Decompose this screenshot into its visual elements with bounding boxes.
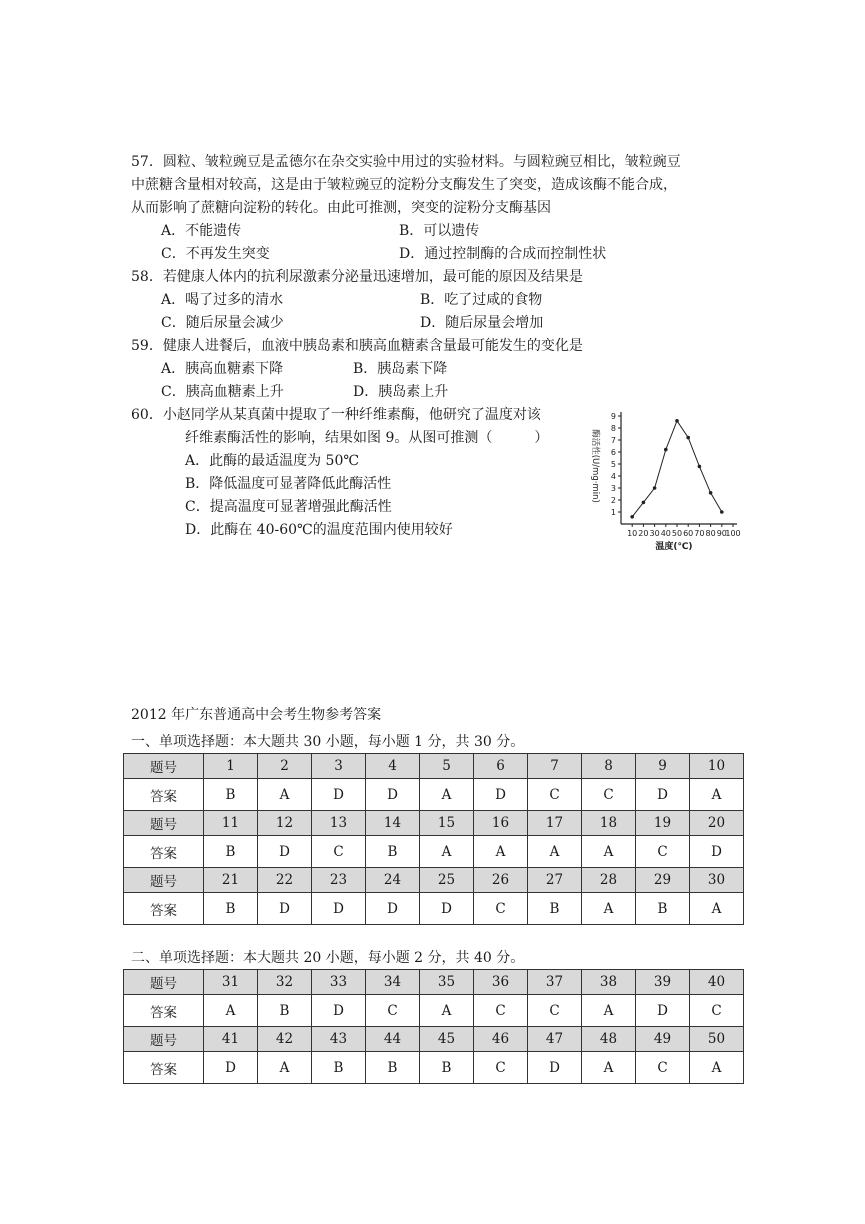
q60-option-d: D．此酶在 40-60℃的温度范围内使用较好 — [185, 522, 453, 538]
table-cell: 9 — [636, 754, 690, 779]
table-cell: C — [636, 836, 690, 868]
table-cell: C — [474, 893, 528, 925]
answer-row — [124, 893, 744, 925]
table-cell: 6 — [474, 754, 528, 779]
chart-y-ticks — [611, 412, 621, 517]
table-cell: A — [582, 836, 636, 868]
table-cell: C — [312, 836, 366, 868]
table-cell: 50 — [690, 1027, 744, 1052]
series-line — [632, 421, 722, 517]
table-cell: D — [636, 995, 690, 1027]
table-cell: 2 — [258, 754, 312, 779]
table-cell: B — [204, 779, 258, 811]
answer-row — [124, 1052, 744, 1084]
table-cell: D — [312, 779, 366, 811]
table-cell: A — [204, 995, 258, 1027]
enzyme-activity-chart — [576, 404, 746, 556]
table-cell: 27 — [528, 868, 582, 893]
table-cell: 20 — [690, 811, 744, 836]
q57-option-a: A．不能遗传 — [161, 223, 242, 239]
table-cell: A — [582, 1052, 636, 1084]
table-cell: A — [420, 836, 474, 868]
table-cell: 47 — [528, 1027, 582, 1052]
table-cell: 25 — [420, 868, 474, 893]
table-cell: 19 — [636, 811, 690, 836]
table-cell: 44 — [366, 1027, 420, 1052]
table-cell: A — [582, 893, 636, 925]
answer-table-section2 — [123, 969, 744, 1084]
table-cell: 42 — [258, 1027, 312, 1052]
q58-option-c: C．随后尿量会减少 — [161, 315, 284, 331]
x-tick-label: 30 — [649, 529, 660, 538]
x-tick-label: 40 — [660, 529, 671, 538]
y-tick-label: 3 — [610, 484, 616, 493]
x-tick-label: 10 — [627, 529, 638, 538]
answer-row — [124, 995, 744, 1027]
q59-option-d: D．胰岛素上升 — [353, 384, 449, 400]
table-cell: D — [312, 893, 366, 925]
y-tick-label: 1 — [610, 508, 616, 517]
table-cell: 32 — [258, 970, 312, 995]
table-cell: A — [420, 779, 474, 811]
table-cell: 45 — [420, 1027, 474, 1052]
y-tick-label: 8 — [610, 424, 616, 433]
table-cell: A — [420, 995, 474, 1027]
table-cell: 33 — [312, 970, 366, 995]
table-cell: 4 — [366, 754, 420, 779]
table-cell: D — [366, 779, 420, 811]
q60-line-2: 纤维素酶活性的影响，结果如图 9。从图可推测（ ） — [185, 430, 549, 446]
table-cell: A — [690, 779, 744, 811]
chart-x-ticks — [627, 524, 741, 538]
q60-line-1: 60．小赵同学从某真菌中提取了一种纤维素酶，他研究了温度对该 — [131, 407, 541, 423]
table-cell: D — [474, 779, 528, 811]
table-cell: A — [582, 995, 636, 1027]
table-cell: A — [258, 1052, 312, 1084]
table-cell: 26 — [474, 868, 528, 893]
table-cell: 24 — [366, 868, 420, 893]
table-cell: 39 — [636, 970, 690, 995]
table-cell: 18 — [582, 811, 636, 836]
q59-option-b: B．胰岛素下降 — [353, 361, 448, 377]
table-cell: 23 — [312, 868, 366, 893]
row-header-cell: 题号 — [124, 868, 204, 893]
table-cell: B — [528, 893, 582, 925]
table-cell: C — [582, 779, 636, 811]
question-number-row — [124, 970, 744, 995]
y-tick-label: 4 — [610, 472, 616, 481]
table-cell: 37 — [528, 970, 582, 995]
chart-series — [630, 419, 723, 519]
table-cell: 10 — [690, 754, 744, 779]
table-cell: B — [312, 1052, 366, 1084]
table-cell: C — [366, 995, 420, 1027]
answer-row — [124, 779, 744, 811]
chart-x-axis-label: 温度(℃) — [655, 542, 693, 552]
table-cell: C — [690, 995, 744, 1027]
q57-line-2: 中蔗糖含量相对较高，这是由于皱粒豌豆的淀粉分支酶发生了突变，造成该酶不能合成， — [131, 177, 677, 193]
table-cell: B — [366, 1052, 420, 1084]
answer-row — [124, 836, 744, 868]
chart-axes — [621, 412, 737, 524]
table-cell: D — [636, 779, 690, 811]
section2-heading: 二、单项选择题：本大题共 20 小题，每小题 2 分，共 40 分。 — [131, 950, 525, 966]
q60-option-a: A．此酶的最适温度为 50℃ — [185, 453, 360, 469]
table-cell: 22 — [258, 868, 312, 893]
table-cell: 43 — [312, 1027, 366, 1052]
table-cell: 49 — [636, 1027, 690, 1052]
data-point — [698, 465, 702, 469]
question-number-row — [124, 1027, 744, 1052]
data-point — [630, 515, 634, 519]
y-tick-label: 7 — [610, 436, 616, 445]
table-cell: 46 — [474, 1027, 528, 1052]
table-cell: 31 — [204, 970, 258, 995]
chart-y-axis-label: 酶活性(U/mg·min) — [590, 429, 600, 503]
table-cell: 34 — [366, 970, 420, 995]
x-tick-label: 20 — [638, 529, 649, 538]
table-cell: 13 — [312, 811, 366, 836]
q57-line-3: 从而影响了蔗糖向淀粉的转化。由此可推测，突变的淀粉分支酶基因 — [131, 200, 551, 216]
q57-option-d: D．通过控制酶的合成而控制性状 — [399, 246, 607, 262]
section1-heading: 一、单项选择题：本大题共 30 小题，每小题 1 分，共 30 分。 — [131, 734, 525, 750]
table-cell: A — [528, 836, 582, 868]
table-cell: 29 — [636, 868, 690, 893]
table-cell: B — [258, 995, 312, 1027]
y-tick-label: 2 — [610, 496, 616, 505]
table-cell: B — [204, 836, 258, 868]
table-cell: 35 — [420, 970, 474, 995]
row-header-cell: 题号 — [124, 970, 204, 995]
table-cell: 36 — [474, 970, 528, 995]
table-cell: 17 — [528, 811, 582, 836]
data-point — [709, 491, 713, 495]
table-cell: C — [636, 1052, 690, 1084]
q59-option-c: C．胰高血糖素上升 — [161, 384, 284, 400]
table-cell: 16 — [474, 811, 528, 836]
table-cell: C — [528, 995, 582, 1027]
data-point — [653, 486, 657, 490]
table-cell: A — [690, 893, 744, 925]
y-tick-label: 9 — [610, 412, 616, 421]
q57-option-c: C．不再发生突变 — [161, 246, 270, 262]
table-cell: C — [474, 1052, 528, 1084]
data-point — [720, 510, 724, 514]
x-tick-label: 60 — [683, 529, 694, 538]
question-number-row — [124, 811, 744, 836]
q58-option-d: D．随后尿量会增加 — [420, 315, 544, 331]
table-cell: B — [420, 1052, 474, 1084]
table-cell: 5 — [420, 754, 474, 779]
q60-option-b: B．降低温度可显著降低此酶活性 — [185, 476, 392, 492]
table-cell: 40 — [690, 970, 744, 995]
data-point — [664, 448, 668, 452]
table-cell: 11 — [204, 811, 258, 836]
x-tick-label: 90 — [716, 529, 727, 538]
y-tick-label: 5 — [610, 460, 616, 469]
table-cell: D — [312, 995, 366, 1027]
table-cell: 8 — [582, 754, 636, 779]
table-cell: D — [258, 836, 312, 868]
table-cell: 28 — [582, 868, 636, 893]
table-cell: 38 — [582, 970, 636, 995]
table-cell: B — [366, 836, 420, 868]
table-cell: C — [474, 995, 528, 1027]
table-cell: D — [204, 1052, 258, 1084]
row-header-cell: 答案 — [124, 995, 204, 1027]
x-tick-label: 70 — [694, 529, 705, 538]
data-point — [642, 501, 646, 505]
data-point — [686, 436, 690, 440]
x-tick-label: 80 — [705, 529, 716, 538]
table-cell: A — [258, 779, 312, 811]
table-cell: 1 — [204, 754, 258, 779]
row-header-cell: 答案 — [124, 779, 204, 811]
table-cell: 30 — [690, 868, 744, 893]
q60-option-c: C．提高温度可显著增强此酶活性 — [185, 499, 392, 515]
answer-key-title: 2012 年广东普通高中会考生物参考答案 — [131, 707, 382, 723]
table-cell: 21 — [204, 868, 258, 893]
q58-line-1: 58．若健康人体内的抗利尿激素分泌量迅速增加，最可能的原因及结果是 — [131, 269, 583, 285]
y-tick-label: 6 — [610, 448, 616, 457]
row-header-cell: 题号 — [124, 754, 204, 779]
question-number-row — [124, 868, 744, 893]
q58-option-a: A．喝了过多的清水 — [161, 292, 284, 308]
q59-line-1: 59．健康人进餐后，血液中胰岛素和胰高血糖素含量最可能发生的变化是 — [131, 338, 583, 354]
q57-option-b: B．可以遗传 — [399, 223, 480, 239]
table-cell: 7 — [528, 754, 582, 779]
table-cell: 14 — [366, 811, 420, 836]
row-header-cell: 题号 — [124, 1027, 204, 1052]
q58-option-b: B．吃了过咸的食物 — [420, 292, 543, 308]
row-header-cell: 答案 — [124, 893, 204, 925]
table-cell: 3 — [312, 754, 366, 779]
table-cell: A — [690, 1052, 744, 1084]
data-point — [675, 419, 679, 423]
table-cell: D — [690, 836, 744, 868]
table-cell: 12 — [258, 811, 312, 836]
table-cell: D — [366, 893, 420, 925]
answer-table-section1 — [123, 753, 744, 925]
x-tick-label: 100 — [725, 529, 741, 538]
question-number-row — [124, 754, 744, 779]
table-cell: B — [636, 893, 690, 925]
table-cell: D — [420, 893, 474, 925]
table-cell: A — [474, 836, 528, 868]
row-header-cell: 题号 — [124, 811, 204, 836]
table-cell: D — [258, 893, 312, 925]
row-header-cell: 答案 — [124, 1052, 204, 1084]
q57-line-1: 57．圆粒、皱粒豌豆是孟德尔在杂交实验中用过的实验材料。与圆粒豌豆相比，皱粒豌豆 — [131, 154, 681, 170]
table-cell: C — [528, 779, 582, 811]
table-cell: 15 — [420, 811, 474, 836]
table-cell: D — [528, 1052, 582, 1084]
table-cell: 48 — [582, 1027, 636, 1052]
table-cell: 41 — [204, 1027, 258, 1052]
table-cell: B — [204, 893, 258, 925]
row-header-cell: 答案 — [124, 836, 204, 868]
x-tick-label: 50 — [671, 529, 683, 538]
q59-option-a: A．胰高血糖素下降 — [161, 361, 284, 377]
